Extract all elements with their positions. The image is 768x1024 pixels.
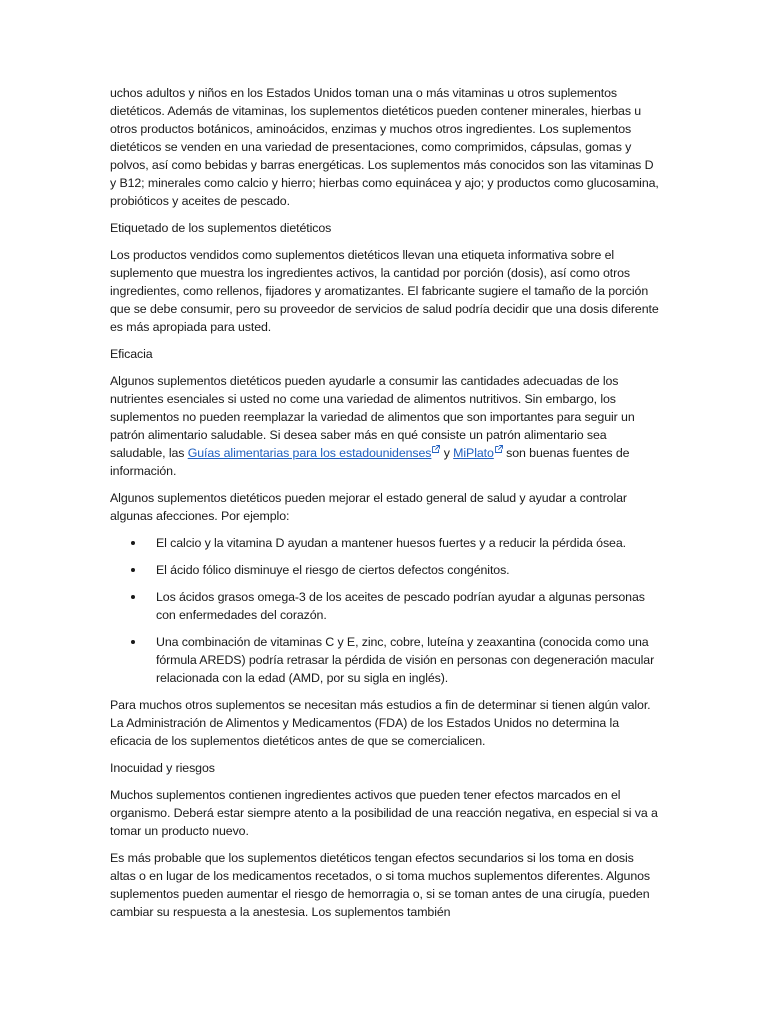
list-item-text: Los ácidos grasos omega-3 de los aceites de pescado podrían ayudar a algunas personas con enfermedades del corazón. xyxy=(156,590,645,622)
efficacy-paragraph-2: Algunos suplementos dietéticos pueden mejorar el estado general de salud y ayudar a controlar algunas afecciones. Por ejemplo: xyxy=(110,491,627,523)
list-item xyxy=(110,561,660,579)
safety-paragraph-2: Es más probable que los suplementos dietéticos tengan efectos secundarios si los toma en dosis altas o en lugar de los medicamentos recetados, o si toma muchos suplementos diferentes. Algunos suplementos pueden aumentar el riesgo de hemorragia o, si se toman antes de una cirugía, pueden cambiar su respuesta a la anestesia. Los suplementos también xyxy=(110,851,651,919)
efficacy-paragraph-3: Para muchos otros suplementos se necesitan más estudios a fin de determinar si tienen algún valor. La Administración de Alimentos y Medicamentos (FDA) de los Estados Unidos no determina la eficacia de los suplementos dietéticos antes de que se comercialicen. xyxy=(110,698,651,748)
efficacy-text-between: y xyxy=(440,446,454,460)
bullet-icon xyxy=(131,541,135,545)
efficacy-text-after: son buenas fuentes de información. xyxy=(110,446,630,478)
list-item-text: El ácido fólico disminuye el riesgo de ciertos defectos congénitos. xyxy=(156,563,510,577)
list-item-text: El calcio y la vitamina D ayudan a mantener huesos fuertes y a reducir la pérdida ósea. xyxy=(156,536,626,550)
safety-paragraph-1: Muchos suplementos contienen ingredientes activos que pueden tener efectos marcados en el organismo. Deberá estar siempre atento a la posibilidad de una reacción negativa, en especial si va a tomar un producto nuevo. xyxy=(110,788,658,838)
myplate-link-label: MiPlato xyxy=(453,446,494,460)
bullet-icon xyxy=(131,640,135,644)
list-item xyxy=(110,534,660,552)
efficacy-text-before: Algunos suplementos dietéticos pueden ayudarle a consumir las cantidades adecuadas de los nutrientes esenciales si usted no come una variedad de alimentos nutritivos. Sin embargo, los suplementos no pueden reemplazar la variedad de alimentos que son importantes para seguir un patrón alimentario saludable. Si desea saber más en qué consiste un patrón alimentario sea saludable, las xyxy=(110,374,635,460)
efficacy-heading: Eficacia xyxy=(110,347,153,361)
labeling-heading: Etiquetado de los suplementos dietéticos xyxy=(110,221,332,235)
safety-heading: Inocuidad y riesgos xyxy=(110,761,215,775)
bullet-icon xyxy=(131,568,135,572)
efficacy-paragraph-1 xyxy=(110,372,660,480)
list-item xyxy=(110,633,660,687)
external-link-icon xyxy=(495,445,503,453)
list-item xyxy=(110,588,660,624)
dietary-guidelines-link-label: Guías alimentarias para los estadounidenses xyxy=(187,446,432,460)
document-page xyxy=(110,84,660,930)
list-item-text: Una combinación de vitaminas C y E, zinc, cobre, luteína y zeaxantina (conocida como una fórmula AREDS) podría retrasar la pérdida de visión en personas con degeneración macular relacionada con la edad (AMD, por su sigla en inglés). xyxy=(156,635,655,685)
intro-paragraph: uchos adultos y niños en los Estados Unidos toman una o más vitaminas u otros suplementos dietéticos. Además de vitaminas, los suplementos dietéticos pueden contener minerales, hierbas u otros productos botánicos, aminoácidos, enzimas y muchos otros ingredientes. Los suplementos dietéticos se venden en una variedad de presentaciones, como comprimidos, cápsulas, gomas y polvos, así como bebidas y barras energéticas. Los suplementos más conocidos son las vitaminas D y B12; minerales como calcio y hierro; hierbas como equinácea y ajo; y productos como glucosamina, probióticos y aceites de pescado. xyxy=(110,86,659,208)
dietary-guidelines-link[interactable] xyxy=(188,446,432,460)
bullet-icon xyxy=(131,595,135,599)
labeling-paragraph: Los productos vendidos como suplementos dietéticos llevan una etiqueta informativa sobre el suplemento que muestra los ingredientes activos, la cantidad por porción (dosis), así como otros ingredientes, como rellenos, fijadores y aromatizantes. El fabricante sugiere el tamaño de la porción que se debe consumir, pero su proveedor de servicios de salud podría decidir que una dosis diferente es más apropiada para usted. xyxy=(110,248,659,334)
efficacy-list xyxy=(110,534,660,687)
myplate-link[interactable] xyxy=(453,446,494,460)
